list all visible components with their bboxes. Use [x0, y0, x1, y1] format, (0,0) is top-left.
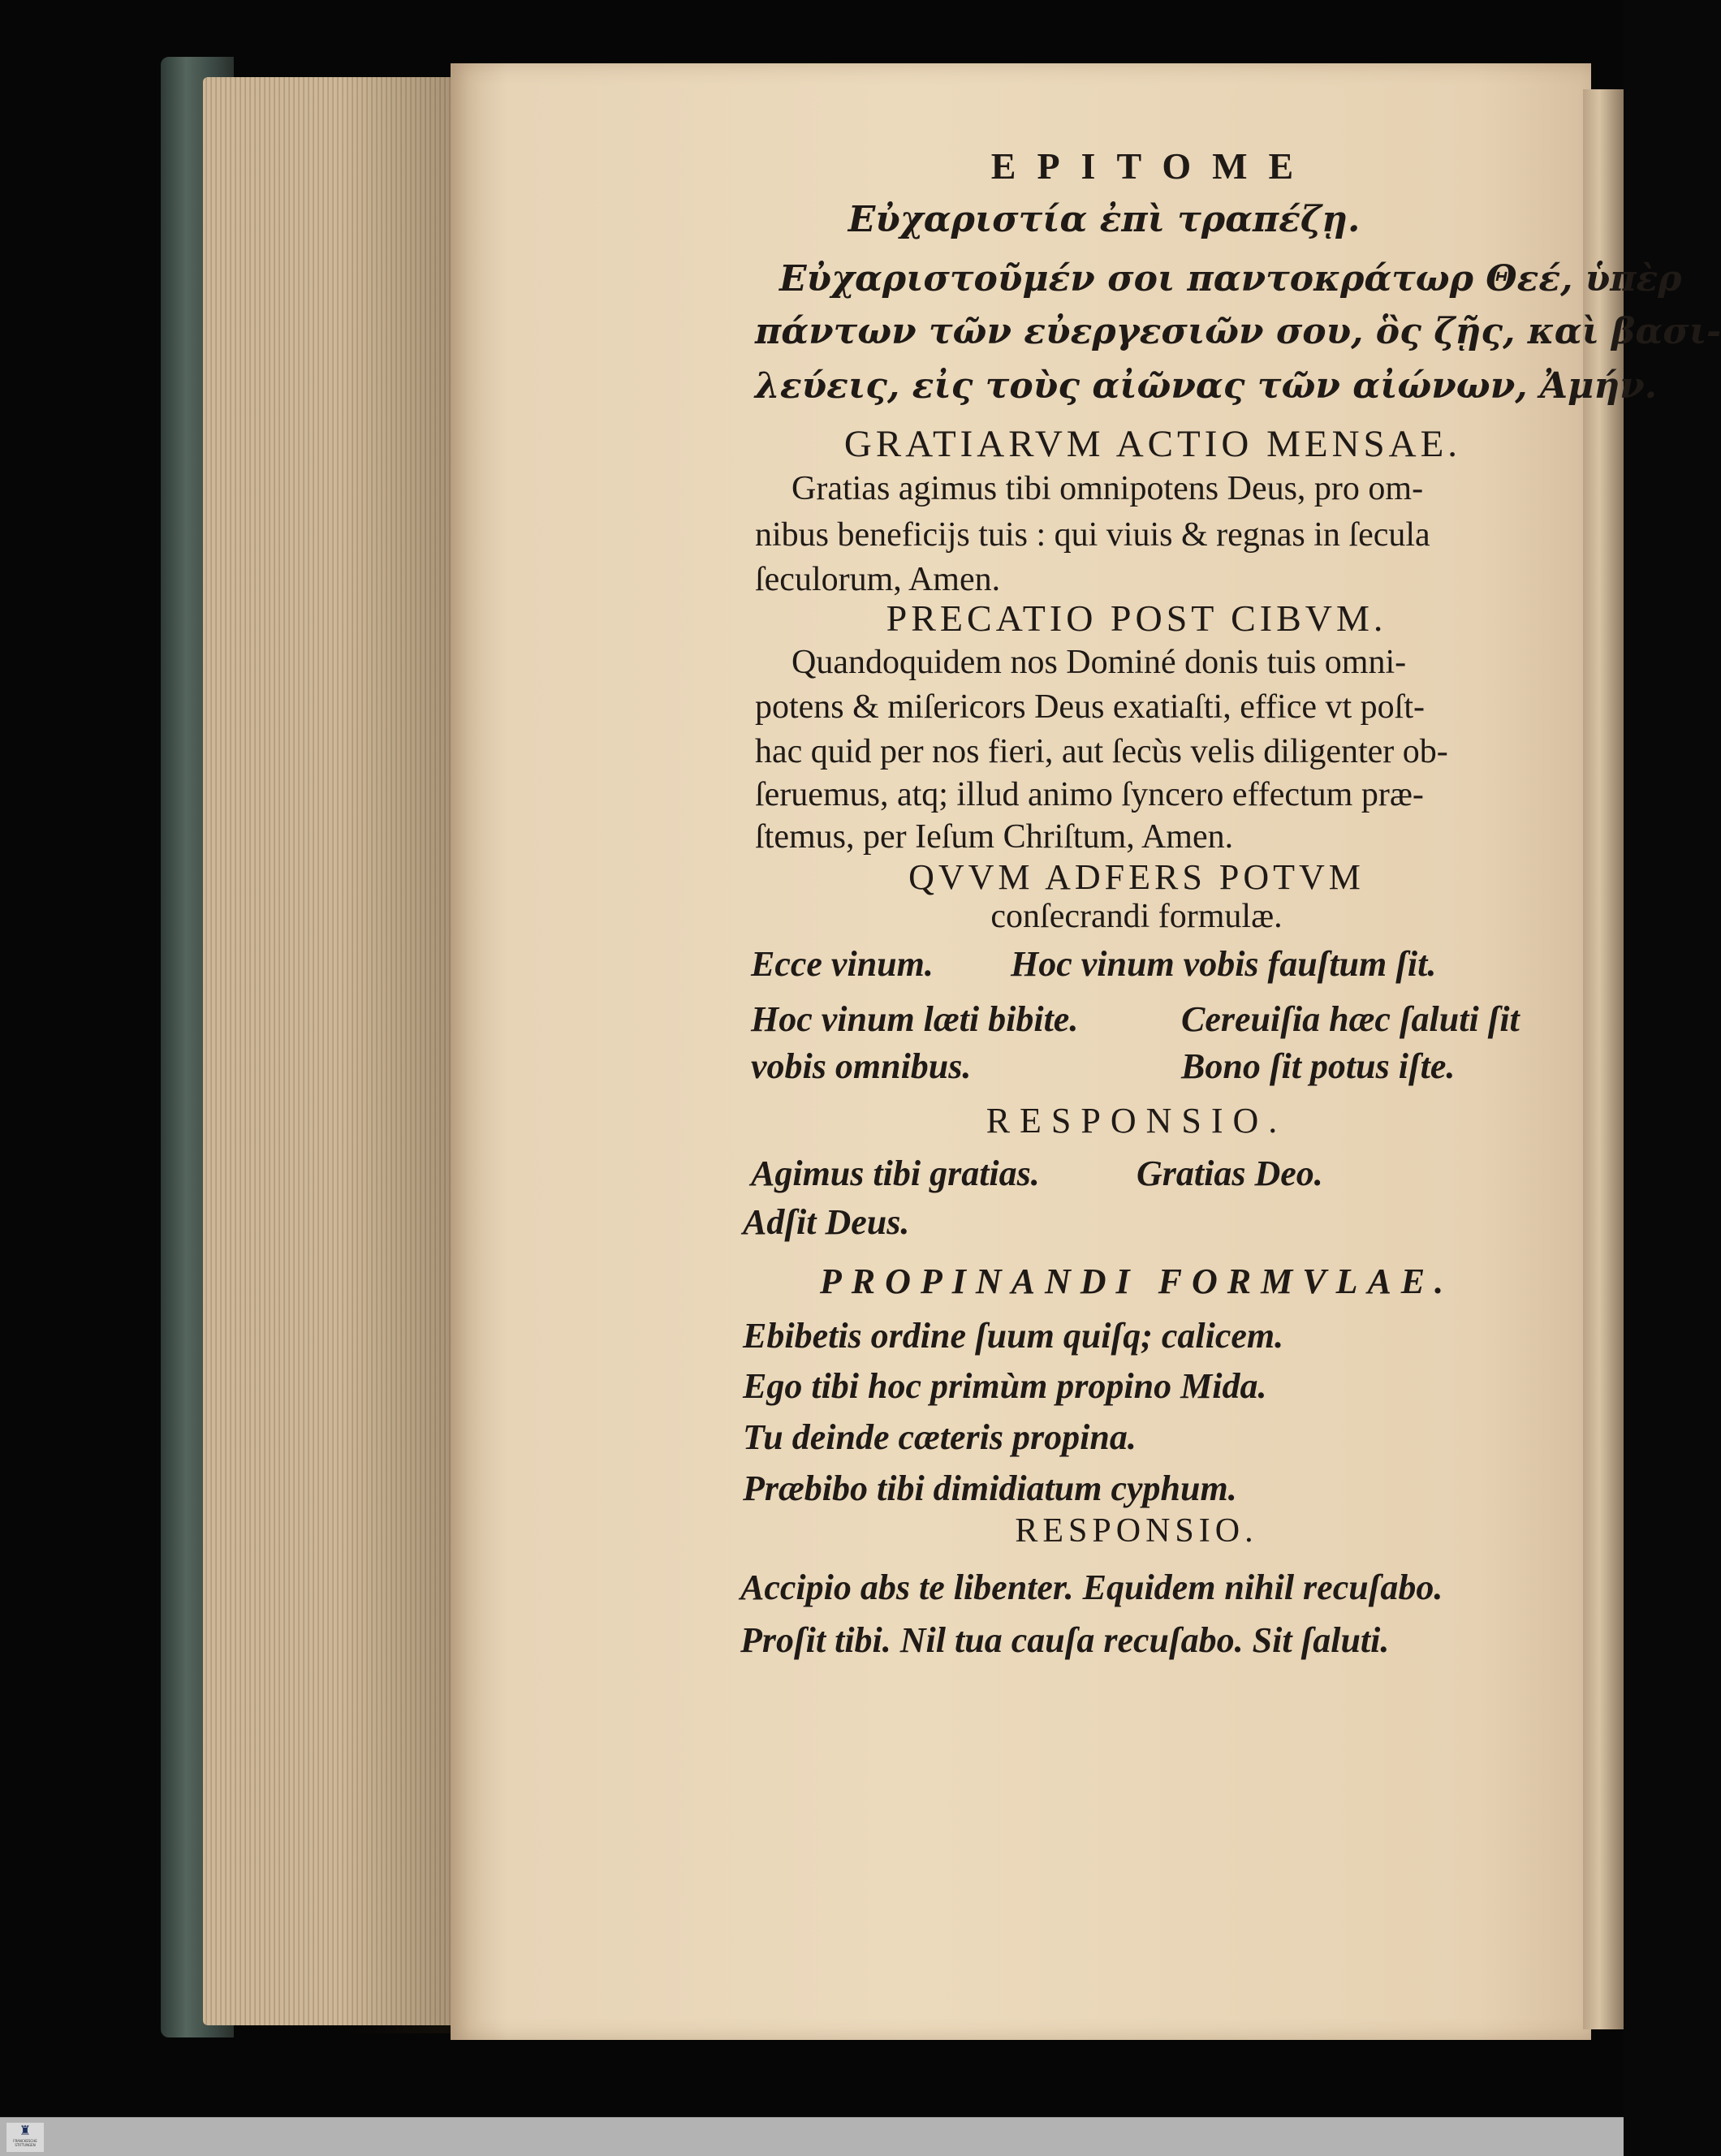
greek-heading: Εὐχαριστία ἐπὶ τραπέζῃ.	[848, 199, 1361, 240]
heading-quum: QVVM ADFERS POTVM	[908, 857, 1365, 897]
formula-1-right: Hoc vinum vobis fauſtum ſit.	[1011, 944, 1437, 984]
precatio-line-5: ſtemus, per Ieſum Chriſtum, Amen.	[755, 818, 1234, 856]
gratiarum-line-2: nibus beneficijs tuis : qui viuis & regnas in ſecula	[755, 516, 1430, 554]
heading-responsio-2: RESPONSIO.	[1015, 1512, 1258, 1550]
formula-1-left: Ecce vinum.	[751, 944, 934, 984]
precatio-line-3: hac quid per nos fieri, aut ſecùs velis diligenter ob-	[755, 733, 1448, 770]
heading-responsio-1: RESPONSIO.	[986, 1101, 1288, 1141]
greek-line-1: Εὐχαριστοῦμέν σοι παντοκράτωρ Θεέ, ὑπὲρ	[779, 258, 1682, 300]
logo-text: FRANCKESCHE STIFTUNGEN	[13, 2139, 37, 2147]
responsio-2-line-1: Accipio abs te libenter. Equidem nihil recuſabo.	[740, 1567, 1443, 1607]
page-stack-shadow	[341, 77, 455, 2033]
formula-2-left: Hoc vinum læti bibite.	[751, 999, 1079, 1039]
responsio-1-line-1-left: Agimus tibi gratias.	[751, 1153, 1040, 1193]
running-head: EPITOME	[990, 145, 1315, 187]
propinandi-line-4: Præbibo tibi dimidiatum cyphum.	[743, 1468, 1237, 1508]
greek-line-3: λεύεις, εἰς τοὺς αἰῶνας τῶν αἰώνων, Ἀμήν.	[755, 365, 1658, 407]
tower-icon: ♜	[19, 2123, 32, 2138]
propinandi-line-2: Ego tibi hoc primùm propino Mida.	[743, 1366, 1267, 1406]
greek-line-2: πάντων τῶν εὐεργεσιῶν σου, ὃς ζῇς, καὶ βασι-	[755, 311, 1721, 352]
propinandi-line-1: Ebibetis ordine ſuum quiſq; calicem.	[743, 1316, 1284, 1356]
formula-2-right: Cereuiſia hæc ſaluti ſit	[1181, 999, 1520, 1039]
gratiarum-line-3: ſeculorum, Amen.	[755, 561, 1001, 598]
responsio-2-line-2: Proſit tibi. Nil tua cauſa recuſabo. Sit ſaluti.	[740, 1620, 1390, 1660]
precatio-line-4: ſeruemus, atq; illud animo ſyncero effectum præ-	[755, 776, 1424, 813]
viewer-bottom-bar	[0, 2117, 1624, 2156]
formula-3-left: vobis omnibus.	[751, 1046, 972, 1086]
precatio-line-1: Quandoquidem nos Dominé donis tuis omni-	[791, 644, 1407, 681]
responsio-1-line-2-left: Adſit Deus.	[743, 1202, 910, 1242]
propinandi-line-3: Tu deinde cæteris propina.	[743, 1417, 1137, 1457]
precatio-line-2: potens & miſericors Deus exatiaſti, effice vt poſt-	[755, 688, 1425, 726]
responsio-1-line-1-right: Gratias Deo.	[1137, 1153, 1323, 1193]
gratiarum-line-1: Gratias agimus tibi omnipotens Deus, pro om-	[791, 470, 1424, 507]
heading-precatio: PRECATIO POST CIBVM.	[886, 597, 1387, 639]
institution-logo[interactable]	[6, 2123, 44, 2152]
formula-3-right: Bono ſit potus iſte.	[1181, 1046, 1456, 1086]
subheading-quum: conſecrandi formulæ.	[990, 898, 1283, 935]
heading-gratiarum: GRATIARVM ACTIO MENSAE.	[843, 423, 1462, 465]
heading-propinandi: PROPINANDI FORMVLAE.	[819, 1261, 1454, 1301]
